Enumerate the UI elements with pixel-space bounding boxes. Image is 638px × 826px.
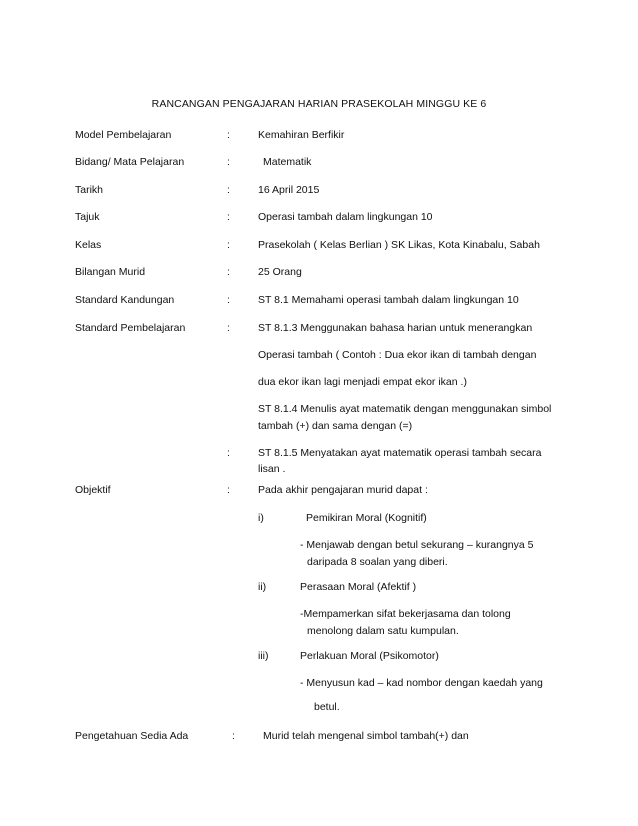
label-bilangan: Bilangan Murid — [75, 266, 146, 278]
objektif-ii-line-2: menolong dalam satu kumpulan. — [307, 625, 459, 637]
value-kandungan: ST 8.1 Memahami operasi tambah dalam lingkungan 10 — [258, 294, 519, 306]
colon: : — [227, 211, 230, 223]
colon: : — [232, 730, 235, 742]
pembelajaran-line-5: tambah (+) dan sama dengan (=) — [258, 420, 413, 432]
value-tajuk: Operasi tambah dalam lingkungan 10 — [258, 211, 433, 223]
objektif-intro: Pada akhir pengajaran murid dapat : — [258, 484, 428, 496]
objektif-iii-number: iii) — [258, 650, 269, 662]
objektif-iii-line-2: betul. — [314, 701, 340, 713]
objektif-iii-title: Perlakuan Moral (Psikomotor) — [300, 650, 439, 662]
label-tarikh: Tarikh — [75, 184, 104, 196]
label-bidang: Bidang/ Mata Pelajaran — [75, 156, 185, 168]
colon: : — [227, 129, 230, 141]
value-model: Kemahiran Berfikir — [258, 129, 345, 141]
document-title: RANCANGAN PENGAJARAN HARIAN PRASEKOLAH MINGGU KE 6 — [151, 98, 487, 110]
objektif-ii-line-1: -Mempamerkan sifat bekerjasama dan tolong — [300, 608, 511, 620]
value-pengetahuan: Murid telah mengenal simbol tambah(+) dan — [263, 730, 469, 742]
value-kelas: Prasekolah ( Kelas Berlian ) SK Likas, Kota Kinabalu, Sabah — [258, 239, 540, 251]
colon: : — [227, 239, 230, 251]
label-kelas: Kelas — [75, 239, 102, 251]
objektif-ii-title: Perasaan Moral (Afektif ) — [300, 581, 417, 593]
pembelajaran-line-4: ST 8.1.4 Menulis ayat matematik dengan menggunakan simbol — [258, 403, 552, 415]
colon: : — [227, 294, 230, 306]
label-kandungan: Standard Kandungan — [75, 294, 175, 306]
pembelajaran-line-2: Operasi tambah ( Contoh : Dua ekor ikan di tambah dengan — [258, 349, 537, 361]
value-bilangan: 25 Orang — [258, 266, 302, 278]
pembelajaran-line-6: ST 8.1.5 Menyatakan ayat matematik operasi tambah secara — [258, 447, 542, 459]
value-tarikh: 16 April 2015 — [258, 184, 320, 196]
colon: : — [227, 322, 230, 334]
pembelajaran-line-7: lisan . — [258, 463, 286, 475]
colon: : — [227, 156, 230, 168]
label-pembelajaran: Standard Pembelajaran — [75, 322, 186, 334]
pembelajaran-line-3: dua ekor ikan lagi menjadi empat ekor ikan .) — [258, 376, 467, 388]
label-tajuk: Tajuk — [75, 211, 100, 223]
label-model: Model Pembelajaran — [75, 129, 172, 141]
objektif-i-title: Pemikiran Moral (Kognitif) — [306, 512, 427, 524]
value-bidang: Matematik — [263, 156, 312, 168]
colon: : — [227, 447, 230, 459]
colon: : — [227, 266, 230, 278]
colon: : — [227, 184, 230, 196]
objektif-ii-number: ii) — [258, 581, 267, 593]
objektif-i-number: i) — [258, 512, 264, 524]
objektif-iii-line-1: - Menyusun kad – kad nombor dengan kaedah yang — [300, 677, 543, 689]
pembelajaran-line-1: ST 8.1.3 Menggunakan bahasa harian untuk menerangkan — [258, 322, 533, 334]
objektif-i-line-2: daripada 8 soalan yang diberi. — [307, 556, 448, 568]
label-objektif: Objektif — [75, 484, 111, 496]
label-pengetahuan: Pengetahuan Sedia Ada — [75, 730, 189, 742]
objektif-i-line-1: - Menjawab dengan betul sekurang – kurangnya 5 — [300, 539, 534, 551]
colon: : — [227, 484, 230, 496]
